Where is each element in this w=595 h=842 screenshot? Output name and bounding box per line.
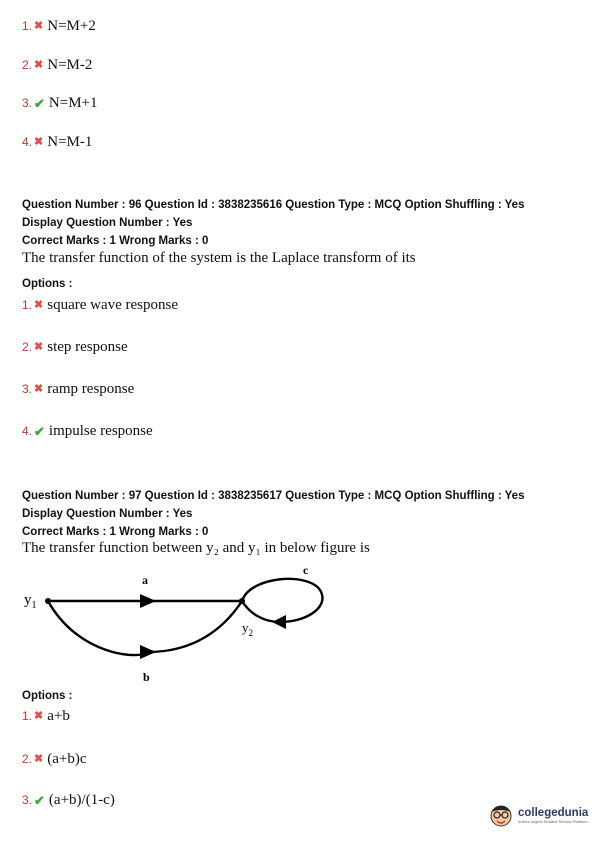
mascot-icon (488, 800, 514, 830)
collegedunia-logo (488, 798, 592, 832)
question-97-meta (22, 487, 524, 541)
option-text: a+b (47, 707, 70, 724)
branch-c-label: c (303, 563, 309, 577)
wrong-mark-icon: ✖ (34, 58, 44, 71)
signal-flow-graph (18, 560, 338, 690)
wrong-mark-icon: ✖ (34, 340, 44, 353)
branch-a-label: a (142, 573, 148, 587)
list-item (22, 55, 92, 75)
logo-tagline: India's largest Student Review Platform (518, 818, 588, 824)
option-number: 1. (22, 709, 33, 723)
option-text: N=M+2 (47, 17, 96, 34)
option-text: step response (47, 338, 128, 355)
list-item (22, 295, 178, 315)
option-number: 1. (22, 19, 33, 33)
option-number: 4. (22, 135, 33, 149)
meta-line: Question Number : 97 Question Id : 3838235617 Question Type : MCQ Option Shuffling : Yes (22, 490, 525, 502)
option-number: 3. (22, 793, 33, 807)
branch-c-loop (242, 579, 322, 622)
option-text: square wave response (47, 296, 179, 313)
option-number: 3. (22, 382, 33, 396)
arrow-left-icon (272, 615, 286, 629)
option-text: N=M-1 (47, 133, 93, 150)
wrong-mark-icon: ✖ (34, 19, 44, 32)
correct-check-icon: ✔ (34, 792, 45, 808)
meta-line: Correct Marks : 1 Wrong Marks : 0 (22, 526, 209, 538)
option-number: 2. (22, 58, 33, 72)
option-number: 2. (22, 340, 33, 354)
arrow-right-icon (140, 594, 156, 608)
option-text: impulse response (48, 422, 153, 439)
question-96-text: The transfer function of the system is the Laplace transform of its (22, 250, 416, 266)
list-item (22, 749, 87, 769)
list-item (22, 16, 96, 36)
options-label: Options : (22, 278, 73, 290)
meta-line: Display Question Number : Yes (22, 217, 193, 229)
list-item (22, 337, 128, 357)
list-item (22, 706, 70, 726)
list-item (22, 790, 115, 810)
wrong-mark-icon: ✖ (34, 382, 44, 395)
wrong-mark-icon: ✖ (34, 752, 44, 765)
option-text: N=M-2 (47, 56, 93, 73)
option-number: 1. (22, 298, 33, 312)
list-item (22, 421, 153, 441)
wrong-mark-icon: ✖ (34, 298, 44, 311)
meta-line: Question Number : 96 Question Id : 3838235616 Question Type : MCQ Option Shuffling : Yes (22, 199, 525, 211)
option-text: ramp response (47, 380, 135, 397)
wrong-mark-icon: ✖ (34, 709, 44, 722)
list-item (22, 379, 134, 399)
option-number: 2. (22, 752, 33, 766)
node-y1-label: $y_1$ (24, 592, 37, 611)
wrong-mark-icon: ✖ (34, 135, 44, 148)
question-97-text: The transfer function between y₂ and y₁ in below figure is (22, 540, 370, 556)
question-96-meta (22, 196, 524, 250)
correct-check-icon: ✔ (34, 95, 45, 111)
option-number: 3. (22, 96, 33, 110)
option-text: N=M+1 (48, 94, 98, 111)
node-y2-label: $y_2$ (242, 620, 253, 638)
logo-brand-text: collegedunia (518, 806, 589, 819)
option-number: 4. (22, 424, 33, 438)
list-item (22, 132, 92, 152)
option-text: (a+b)c (47, 750, 87, 767)
branch-b-line (48, 601, 242, 655)
list-item (22, 93, 98, 113)
options-label: Options : (22, 690, 73, 702)
meta-line: Correct Marks : 1 Wrong Marks : 0 (22, 235, 209, 247)
meta-line: Display Question Number : Yes (22, 508, 193, 520)
branch-b-label: b (143, 670, 150, 684)
arrow-right-icon (140, 645, 156, 659)
option-text: (a+b)/(1-c) (48, 791, 115, 808)
correct-check-icon: ✔ (34, 423, 45, 439)
